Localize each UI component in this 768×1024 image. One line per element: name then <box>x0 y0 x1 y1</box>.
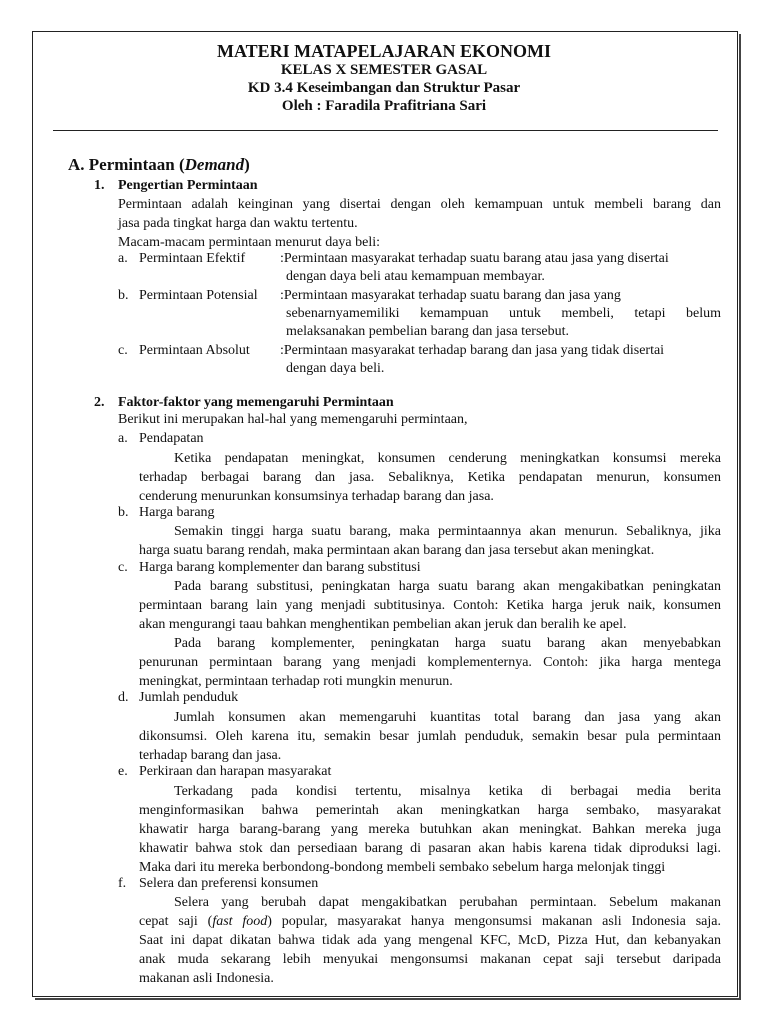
factor-b-mark: b. <box>118 505 129 520</box>
factor-d-body: Jumlah konsumen akan memengaruhi kuantitas total barang dan jasa yang akan dikonsumsi. Oleh karena itu, semakin besar jumlah penduduk, semakin besar pula permintaan terhadap barang dan jasa. <box>139 710 721 763</box>
factor-f-mark: f. <box>118 876 127 891</box>
type-c-name: Permintaan Absolut <box>139 343 250 358</box>
document-kd: KD 3.4 Keseimbangan dan Struktur Pasar <box>247 80 521 96</box>
factor-f-body: Selera yang berubah dapat mengakibatkan perubahan permintaan. Sebelum makanan cepat saji (fast food) popular, masyarakat hanya mengonsumsi makanan asli Indonesia saja. Saat ini dapat dikatan bahwa tidak ada yang mengenal KFC, McD, Pizza Hut, dan kebanyakan anak muda sekarang lebih menyukai mengonsumsi makanan cepat saji tersebut daripada makanan asli Indonesia. <box>139 895 721 986</box>
factor-e-body: Terkadang pada kondisi tertentu, misalnya ketika di berbagai media berita menginformasikan bahwa pemerintah akan meningkatkan harga sembako, masyarakat khawatir harga barang-barang yang mereka butuhkan akan meningkat. Bahkan mereka juga khawatir bahwa stok dan persediaan barang di pasaran akan habis karena tidak diproduksi lagi. Maka dari itu mereka berbondong-bondong membeli sembako sebelum harga melonjak tinggi <box>139 784 721 875</box>
factor-a-title: Pendapatan <box>139 431 204 446</box>
factor-c-mark: c. <box>118 560 128 575</box>
section-a-heading: A. Permintaan (Demand) <box>68 155 250 174</box>
document-title: MATERI MATAPELAJARAN EKONOMI <box>217 41 551 61</box>
type-c-desc: :Permintaan masyarakat terhadap barang dan jasa yang tidak disertai <box>280 343 665 358</box>
type-a-mark: a. <box>118 251 128 266</box>
type-c-desc-cont: dengan daya beli. <box>286 361 385 376</box>
factor-f-title: Selera dan preferensi konsumen <box>139 876 319 891</box>
factor-e-mark: e. <box>118 764 128 779</box>
document-header <box>0 41 768 115</box>
factor-c-body: Pada barang substitusi, peningkatan harga suatu barang akan mengakibatkan peningkatan permintaan barang lain yang menjadi subtitusinya. Contoh: Ketika harga jeruk naik, konsumen akan mengurangi taau bahkan menghentikan pembelian akan jeruk dan beralih ke apel. Pada barang komplementer, peningkatan harga suatu barang akan menyebabkan penurunan permintaan barang yang menjadi komplementernya. Contoh: jika harga mentega meningkat, permintaan terhadap roti mungkin menurun. <box>139 579 721 689</box>
factor-b-body: Semakin tinggi harga suatu barang, maka permintaannya akan menurun. Sebaliknya, jika harga suatu barang rendah, maka permintaan akan barang dan jasa tersebut akan meningkat. <box>139 524 721 558</box>
sub2-number: 2. <box>94 395 105 410</box>
type-c-mark: c. <box>118 343 128 358</box>
sub1-title: Pengertian Permintaan <box>118 178 258 193</box>
type-a-desc: :Permintaan masyarakat terhadap suatu barang atau jasa yang disertai <box>280 251 669 266</box>
factor-a-mark: a. <box>118 431 128 446</box>
type-b-mark: b. <box>118 288 129 303</box>
document-author: Oleh : Faradila Prafitriana Sari <box>281 98 487 114</box>
header-divider <box>53 130 718 131</box>
factor-e-title: Perkiraan dan harapan masyarakat <box>139 764 332 779</box>
type-b-desc-cont2: melaksanakan pembelian barang dan jasa tersebut. <box>286 324 569 339</box>
document-class: KELAS X SEMESTER GASAL <box>280 62 488 78</box>
sub2-title: Faktor-faktor yang memengaruhi Permintaan <box>118 395 394 410</box>
type-b-name: Permintaan Potensial <box>139 288 258 303</box>
type-a-name: Permintaan Efektif <box>139 251 246 266</box>
factor-a-body: Ketika pendapatan meningkat, konsumen cenderung meningkatkan konsumsi mereka terhadap berbagai barang dan jasa. Sebaliknya, Ketika pendapatan menurun, konsumen cenderung menurunkan konsumsinya terhadap barang dan jasa. <box>139 451 721 504</box>
type-b-desc-cont: sebenarnyamemiliki kemampuan untuk membeli, tetapi belum <box>286 306 721 321</box>
factor-d-mark: d. <box>118 690 129 705</box>
sub1-number: 1. <box>94 178 105 193</box>
type-a-desc-cont: dengan daya beli atau kemampuan membayar. <box>286 269 545 284</box>
sub1-definition: Permintaan adalah keinginan yang disertai dengan oleh kemampuan untuk membeli barang dan jasa pada tingkat harga dan waktu tertentu. Macam-macam permintaan menurut daya beli: <box>118 197 721 250</box>
sub2-intro: Berikut ini merupakan hal-hal yang memengaruhi permintaan, <box>118 412 468 427</box>
type-b-desc: :Permintaan masyarakat terhadap suatu barang dan jasa yang <box>280 288 621 303</box>
factor-c-title: Harga barang komplementer dan barang substitusi <box>139 560 421 575</box>
factor-d-title: Jumlah penduduk <box>139 690 239 705</box>
factor-b-title: Harga barang <box>139 505 215 520</box>
